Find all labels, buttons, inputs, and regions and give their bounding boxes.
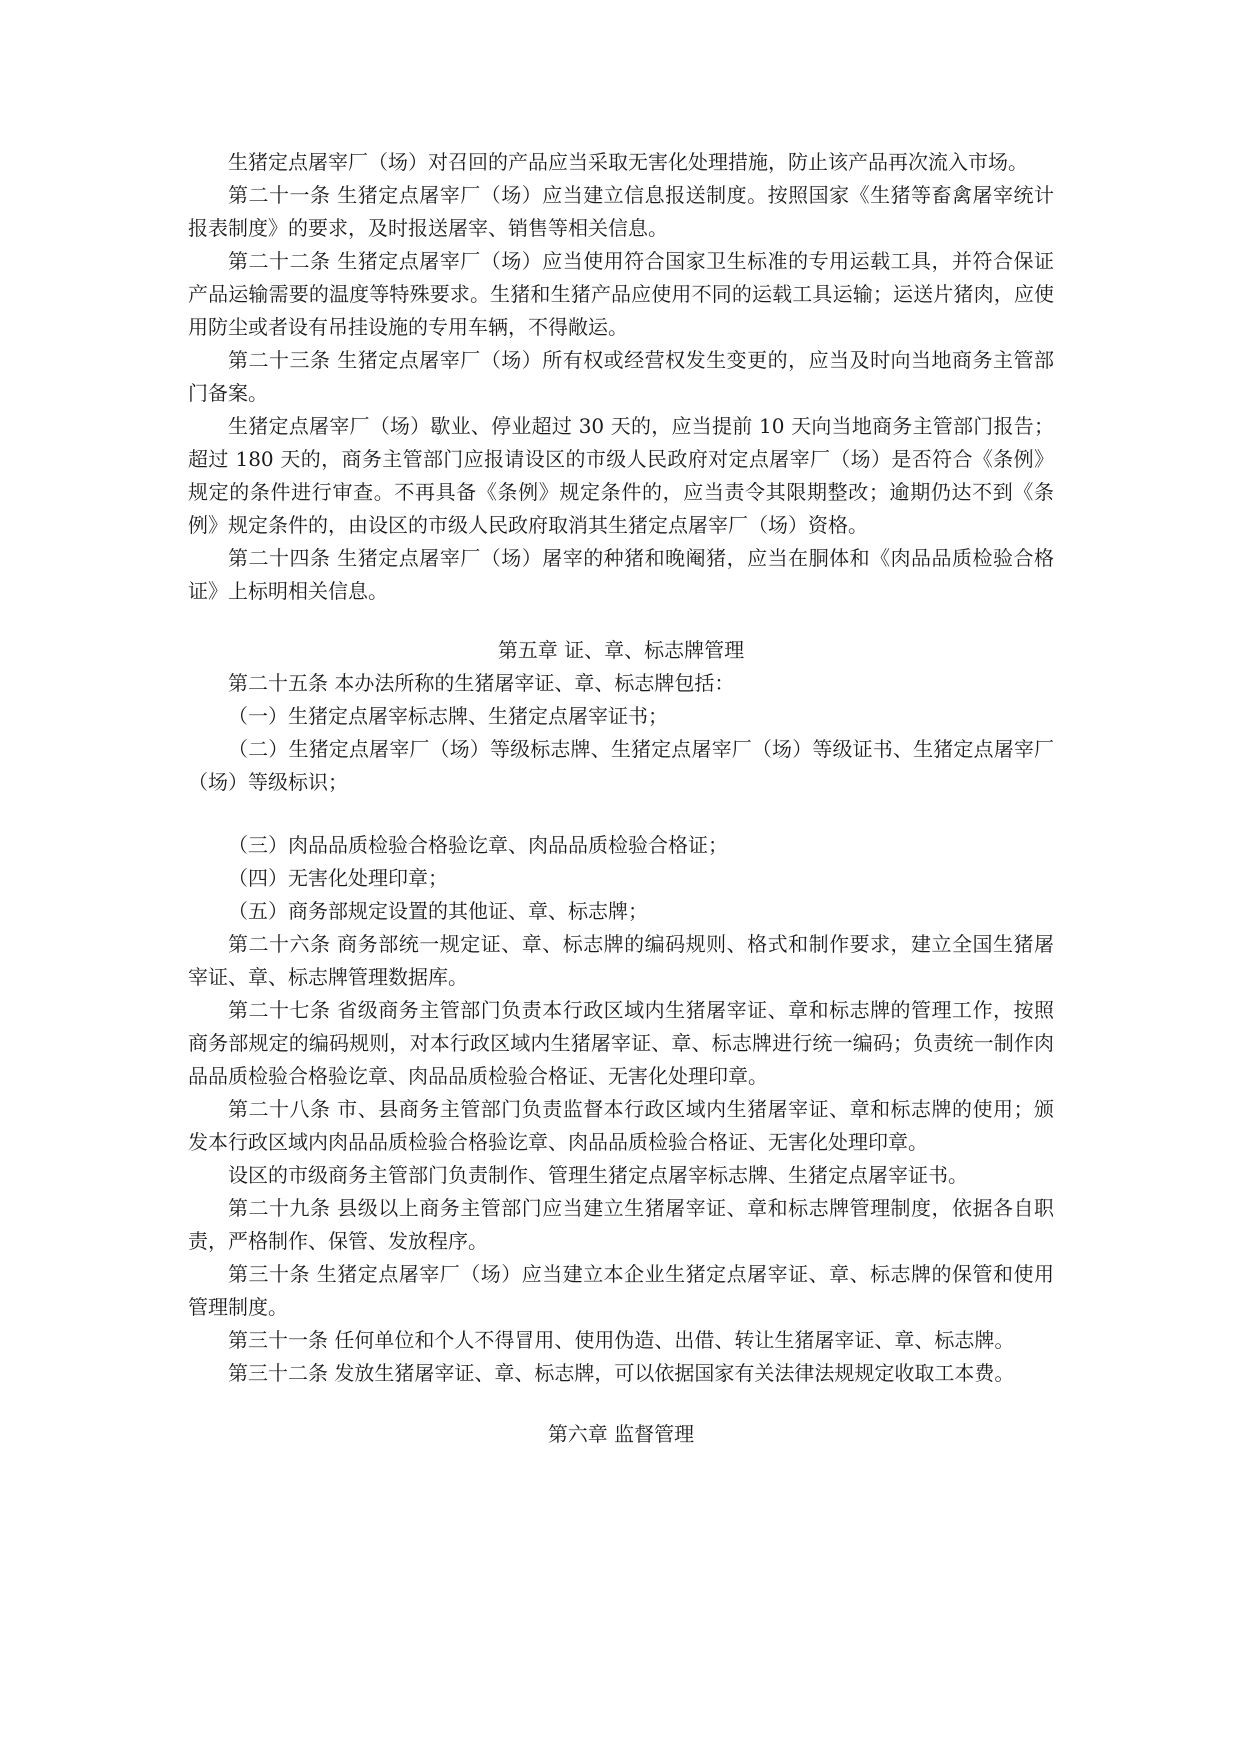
list-item: （一）生猪定点屠宰标志牌、生猪定点屠宰证书；	[228, 704, 668, 728]
article-31: 第三十一条 任何单位和个人不得冒用、使用伪造、出借、转让生猪屠宰证、章、标志牌。	[228, 1328, 1015, 1352]
article-32: 第三十二条 发放生猪屠宰证、章、标志牌，可以依据国家有关法律法规规定收取工本费。	[228, 1361, 1015, 1385]
list-item: （二）生猪定点屠宰厂（场）等级标志牌、生猪定点屠宰厂（场）等级证书、生猪定点屠宰厂（场）等级标识；	[188, 737, 1054, 794]
document-body	[188, 146, 1054, 1451]
article-25: 第二十五条 本办法所称的生猪屠宰证、章、标志牌包括：	[228, 671, 735, 695]
article-23: 第二十三条 生猪定点屠宰厂（场）所有权或经营权发生变更的，应当及时向当地商务主管部门备案。	[188, 348, 1054, 405]
section-spacer	[188, 1390, 1054, 1418]
paragraph-recall-disposal: 生猪定点屠宰厂（场）对召回的产品应当采取无害化处理措施，防止该产品再次流入市场。	[228, 150, 1028, 174]
section-spacer	[188, 608, 1054, 634]
article-29: 第二十九条 县级以上商务主管部门应当建立生猪屠宰证、章和标志牌管理制度，依据各自职责，严格制作、保管、发放程序。	[188, 1196, 1054, 1253]
list-item: （三）肉品品质检验合格验讫章、肉品品质检验合格证；	[228, 833, 728, 857]
article-28: 第二十八条 市、县商务主管部门负责监督本行政区域内生猪屠宰证、章和标志牌的使用；颁发本行政区域内肉品品质检验合格验讫章、肉品品质检验合格证、无害化处理印章。	[188, 1097, 1054, 1154]
article-21: 第二十一条 生猪定点屠宰厂（场）应当建立信息报送制度。按照国家《生猪等畜禽屠宰统计报表制度》的要求，及时报送屠宰、销售等相关信息。	[188, 183, 1054, 240]
chapter-6-heading: 第六章 监督管理	[547, 1422, 695, 1446]
article-27: 第二十七条 省级商务主管部门负责本行政区域内生猪屠宰证、章和标志牌的管理工作，按照商务部规定的编码规则，对本行政区域内生猪屠宰证、章、标志牌进行统一编码；负责统一制作肉品品质检验合格验讫章、肉品品质检验合格证、无害化处理印章。	[188, 998, 1054, 1088]
list-item: （五）商务部规定设置的其他证、章、标志牌；	[228, 899, 648, 923]
article-22: 第二十二条 生猪定点屠宰厂（场）应当使用符合国家卫生标准的专用运载工具，并符合保证产品运输需要的温度等特殊要求。生猪和生猪产品应使用不同的运载工具运输；运送片猪肉，应使用防尘或者设有吊挂设施的专用车辆，不得敞运。	[188, 249, 1054, 339]
blank-line	[188, 799, 1054, 829]
paragraph-city-management: 设区的市级商务主管部门负责制作、管理生猪定点屠宰标志牌、生猪定点屠宰证书。	[228, 1163, 968, 1187]
article-24: 第二十四条 生猪定点屠宰厂（场）屠宰的种猪和晚阉猪，应当在胴体和《肉品品质检验合格证》上标明相关信息。	[188, 546, 1054, 603]
chapter-5-heading: 第五章 证、章、标志牌管理	[497, 638, 745, 662]
article-30: 第三十条 生猪定点屠宰厂（场）应当建立本企业生猪定点屠宰证、章、标志牌的保管和使用管理制度。	[188, 1262, 1054, 1319]
list-item: （四）无害化处理印章；	[228, 866, 448, 890]
article-26: 第二十六条 商务部统一规定证、章、标志牌的编码规则、格式和制作要求，建立全国生猪屠宰证、章、标志牌管理数据库。	[188, 932, 1054, 989]
paragraph-suspension: 生猪定点屠宰厂（场）歇业、停业超过 30 天的，应当提前 10 天向当地商务主管部门报告；超过 180 天的，商务主管部门应报请设区的市级人民政府对定点屠宰厂（场）是否符合《条例》规定的条件进行审查。不再具备《条例》规定条件的，应当责令其限期整改；逾期仍达不到《条例》规定条件的，由设区的市级人民政府取消其生猪定点屠宰厂（场）资格。	[188, 414, 1054, 537]
